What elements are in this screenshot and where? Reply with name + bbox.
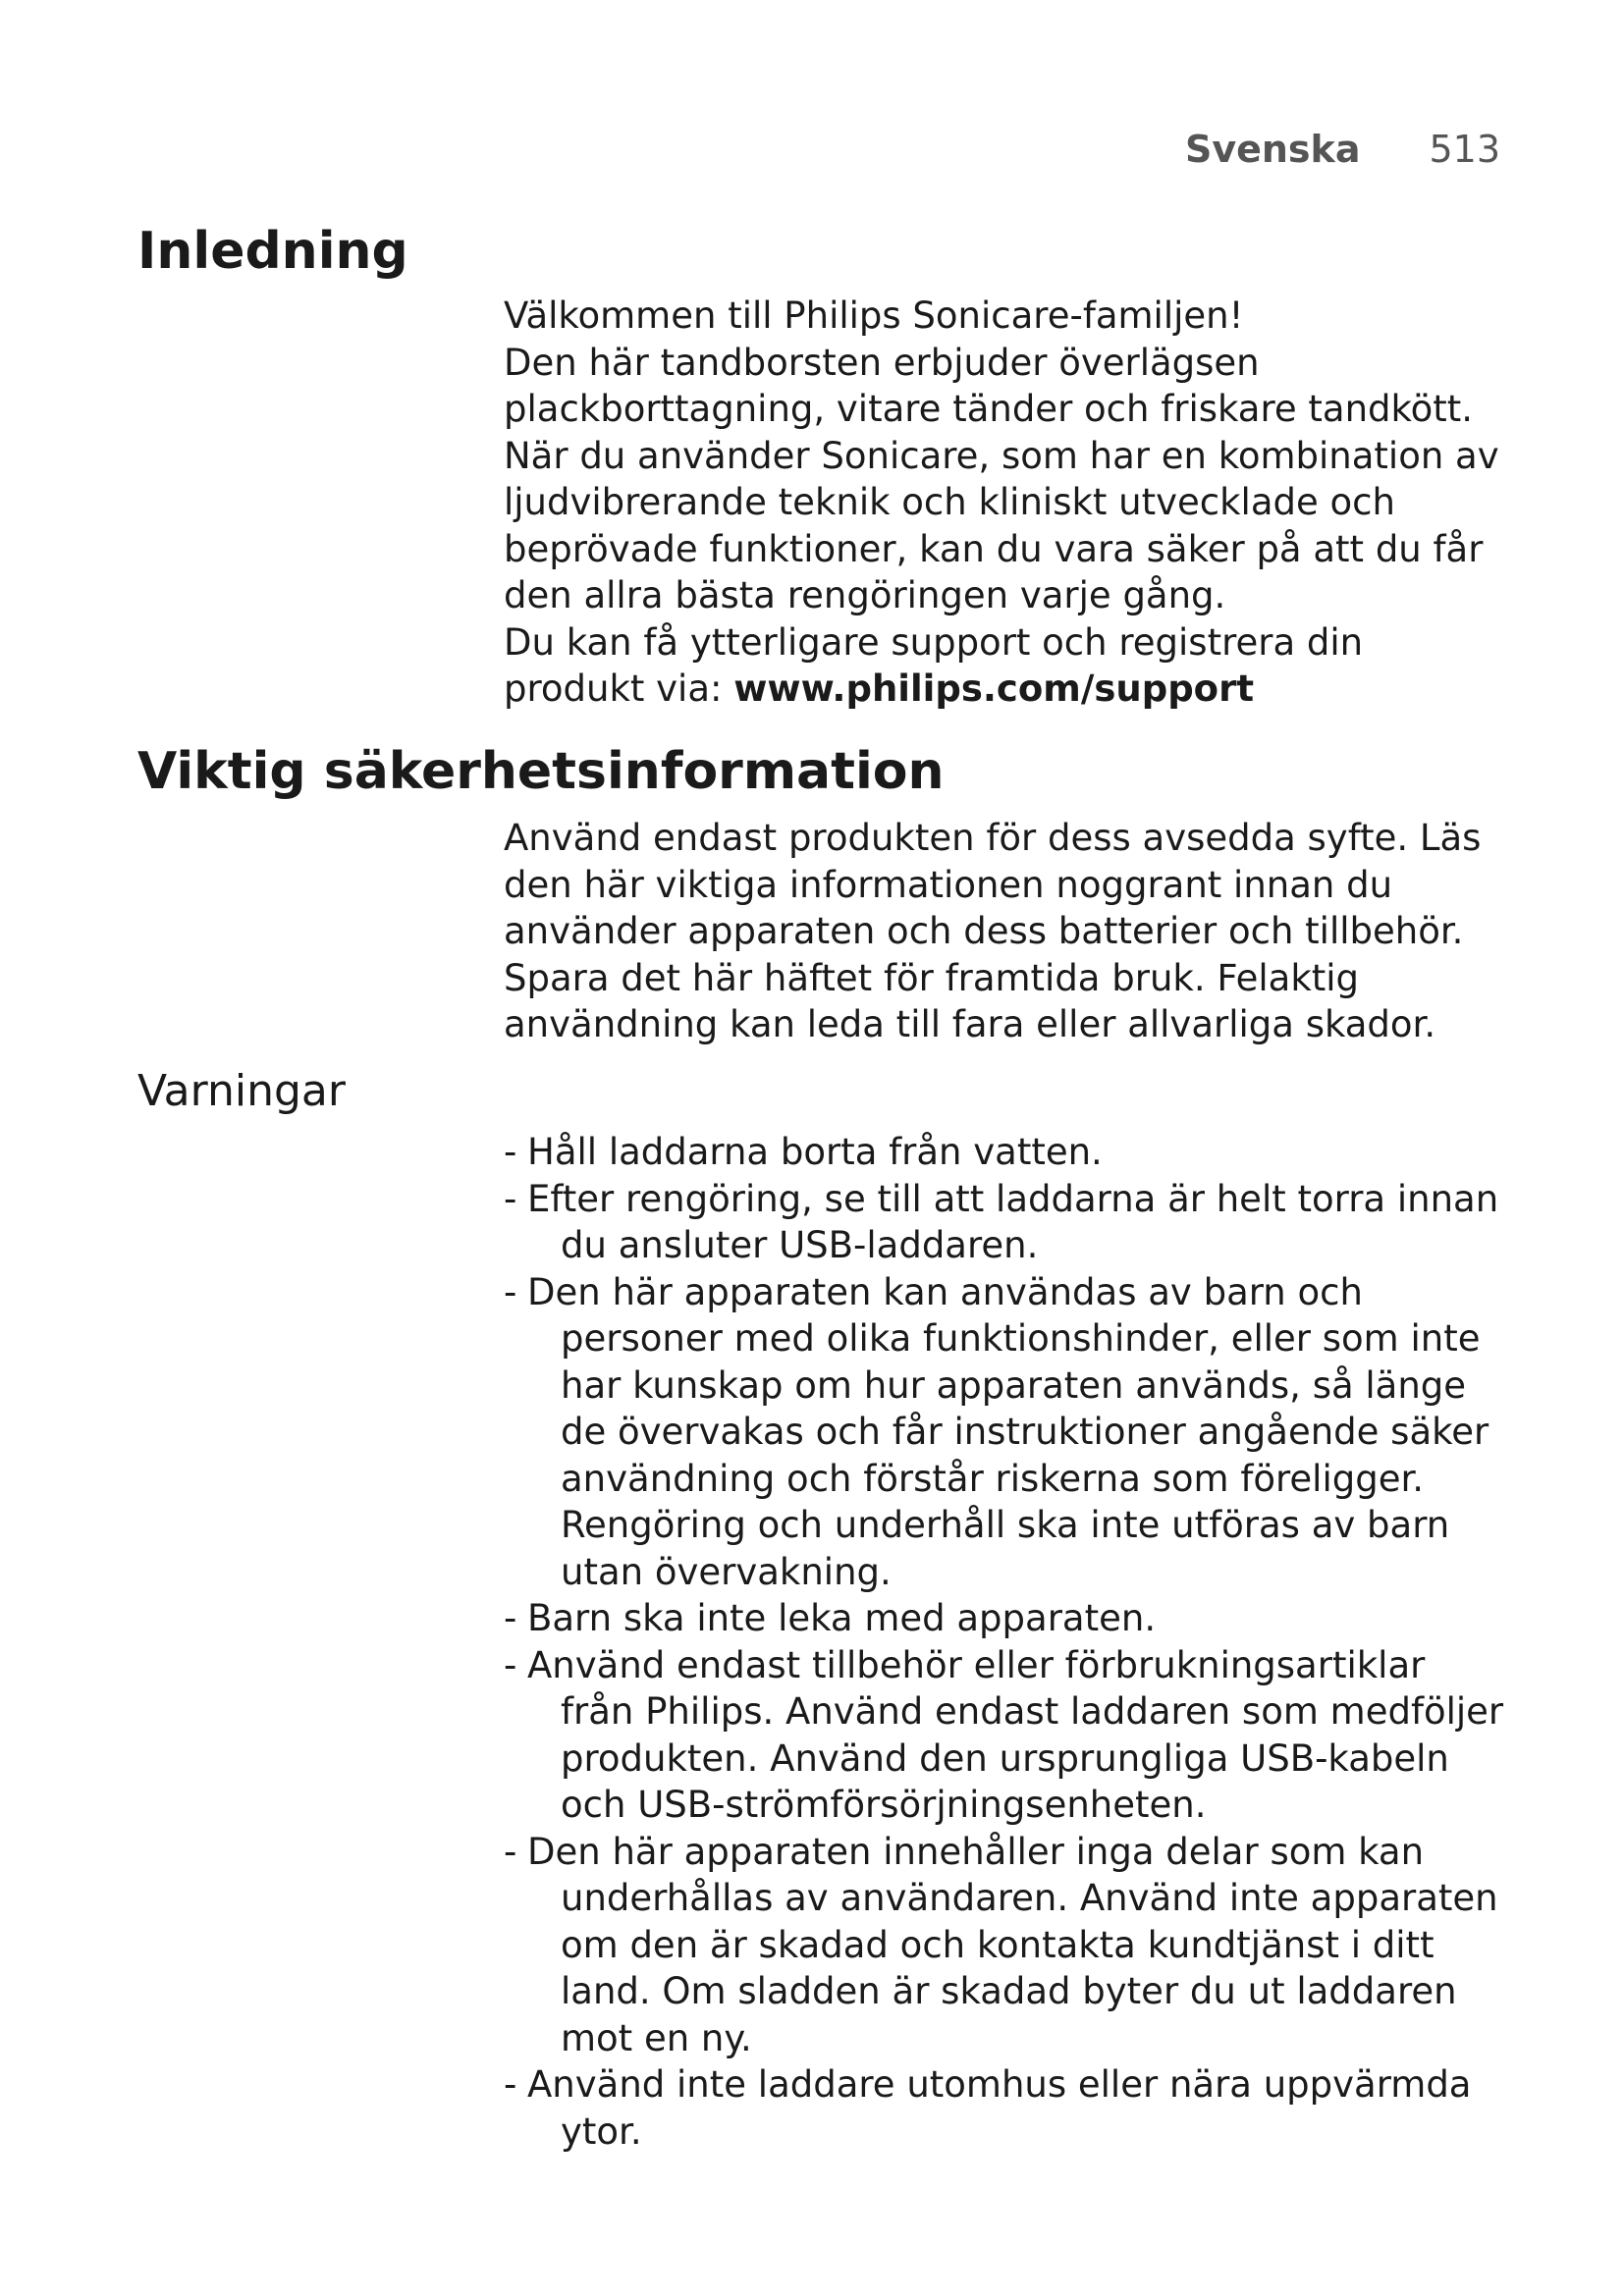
warning-item <box>504 1176 1505 1269</box>
dash-bullet: - <box>504 1177 517 1220</box>
warning-text: Efter rengöring, se till att laddarna är helt torra innan du ansluter USB-laddaren. <box>527 1177 1499 1266</box>
safety-paragraph: Använd endast produkten för dess avsedda syfte. Läs den här viktiga informationen noggrant innan du använder apparaten och dess batterier och tillbehör. Spara det här häftet för framtida bruk. Felaktig användning kan leda till fara eller allvarliga skador. <box>504 817 1482 1045</box>
safety-section <box>504 815 1505 1048</box>
support-prefix: Du kan få ytterligare support och registrera din produkt via: <box>504 620 1364 710</box>
dash-bullet: - <box>504 1131 517 1173</box>
warning-item <box>504 2061 1505 2155</box>
dash-bullet: - <box>504 1270 517 1313</box>
warnings-list <box>504 1129 1505 2155</box>
dash-bullet: - <box>504 1643 517 1686</box>
warning-item <box>504 1129 1505 1176</box>
warning-item <box>504 1595 1505 1642</box>
heading-warnings: Varningar <box>137 1066 346 1116</box>
warning-text: Håll laddarna borta från vatten. <box>527 1131 1103 1173</box>
page-header <box>1185 128 1500 171</box>
intro-paragraph: Den här tandborsten erbjuder överlägsen plackborttagning, vitare tänder och friskare tandkött. När du använder Sonicare, som har en kombination av ljudvibrerande teknik och kliniskt utvecklade och beprövade funktioner, kan du vara säker på att du får den allra bästa rengöringen varje gång. <box>504 341 1499 616</box>
warning-text: Använd inte laddare utomhus eller nära uppvärmda ytor. <box>527 2063 1472 2153</box>
warning-text: Den här apparaten innehåller inga delar som kan underhållas av användaren. Använd inte apparaten om den är skadad och kontakta kundtjänst i ditt land. Om sladden är skadad byter du ut laddaren mot en ny. <box>527 1830 1498 2059</box>
header-language: Svenska <box>1184 128 1361 171</box>
heading-inledning: Inledning <box>137 222 408 281</box>
support-line <box>504 619 1505 713</box>
warning-item <box>504 1829 1505 2062</box>
page-number: 513 <box>1429 128 1500 171</box>
warning-text: Barn ska inte leka med apparaten. <box>527 1597 1157 1639</box>
warning-item <box>504 1269 1505 1596</box>
dash-bullet: - <box>504 1597 517 1639</box>
support-link[interactable]: www.philips.com/support <box>733 667 1255 710</box>
warning-text: Den här apparaten kan användas av barn och personer med olika funktionshinder, eller som inte har kunskap om hur apparaten används, så länge de övervakas och får instruktioner angående säker användning och förstår riskerna som föreligger. Rengöring och underhåll ska inte utföras av barn utan övervakning. <box>527 1270 1489 1593</box>
dash-bullet: - <box>504 2063 517 2106</box>
welcome-text: Välkommen till Philips Sonicare-familjen! <box>504 294 1244 337</box>
dash-bullet: - <box>504 1830 517 1873</box>
heading-safety: Viktig säkerhetsinformation <box>137 742 945 801</box>
intro-section <box>504 293 1505 713</box>
warning-text: Använd endast tillbehör eller förbrukningsartiklar från Philips. Använd endast laddaren som medföljer produkten. Använd den ursprungliga USB-kabeln och USB-strömförsörjningsenheten. <box>527 1643 1504 1826</box>
warning-item <box>504 1642 1505 1829</box>
